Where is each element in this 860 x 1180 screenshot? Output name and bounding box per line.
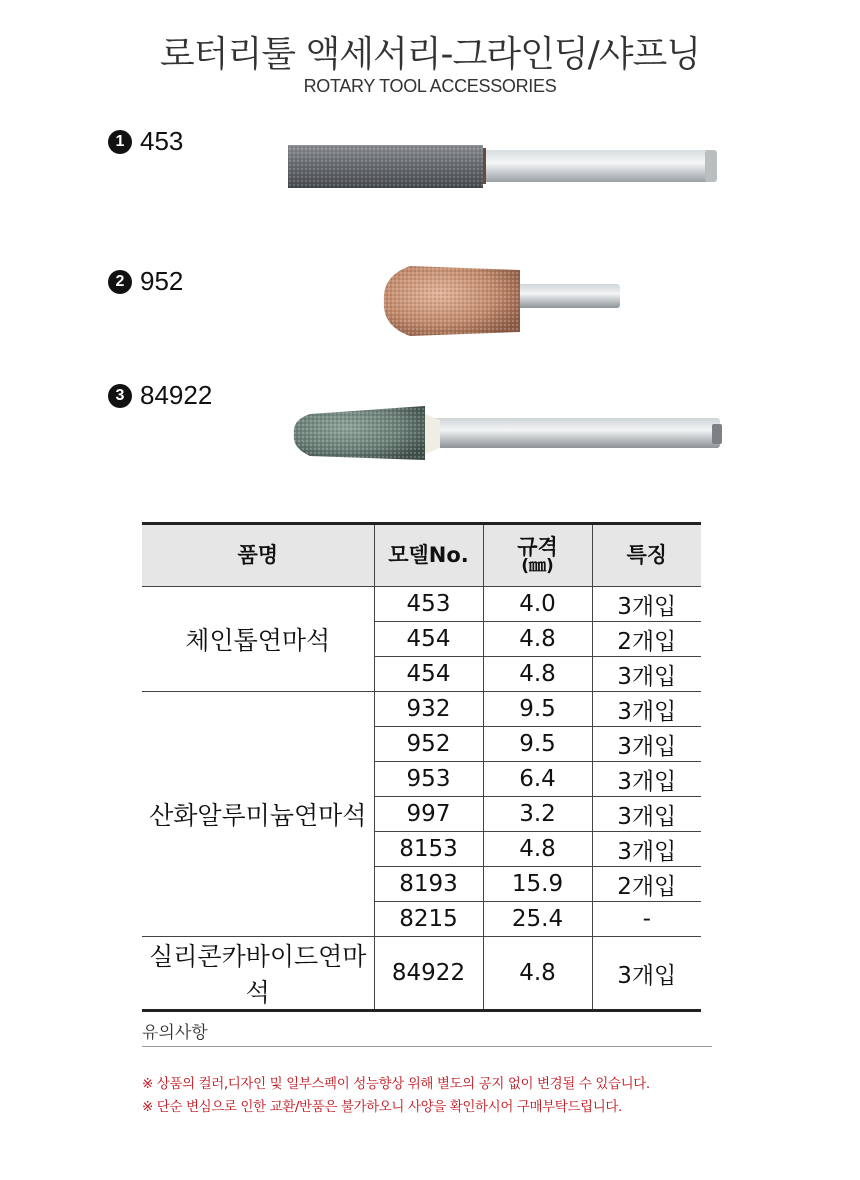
- model-cell: 454: [374, 657, 483, 692]
- notice-heading: 유의사항: [142, 1023, 208, 1043]
- feature-cell: 3개입: [592, 692, 701, 727]
- size-cell: 9.5: [483, 692, 592, 727]
- product-code: 84922: [140, 380, 213, 410]
- number-badge-2: 2: [108, 270, 132, 294]
- header-name: 품명: [142, 524, 374, 587]
- number-badge-1: 1: [108, 130, 132, 154]
- product-group-name: 실리콘카바이드연마석: [142, 937, 374, 1011]
- model-cell: 84922: [374, 937, 483, 1011]
- size-cell: 4.8: [483, 832, 592, 867]
- model-cell: 454: [374, 622, 483, 657]
- product-code: 952: [140, 266, 184, 296]
- size-cell: 3.2: [483, 797, 592, 832]
- size-cell: 4.8: [483, 622, 592, 657]
- size-cell: 9.5: [483, 727, 592, 762]
- model-cell: 932: [374, 692, 483, 727]
- product-label-1: [108, 126, 183, 157]
- feature-cell: 2개입: [592, 867, 701, 902]
- model-cell: 8215: [374, 902, 483, 937]
- notice-divider: [142, 1046, 712, 1047]
- page-title: 로터리툴 액세서리-그라인딩/샤프닝: [159, 34, 701, 75]
- table-header-row: [142, 524, 701, 587]
- table-row: [142, 587, 701, 622]
- product-group-name: 체인톱연마석: [142, 587, 374, 692]
- header-size-unit: (㎜): [521, 555, 554, 576]
- header-feature: 특징: [592, 524, 701, 587]
- size-cell: 6.4: [483, 762, 592, 797]
- model-cell: 997: [374, 797, 483, 832]
- header-size-label: 규격: [517, 534, 558, 559]
- size-cell: 4.8: [483, 937, 592, 1011]
- model-cell: 453: [374, 587, 483, 622]
- feature-cell: -: [592, 902, 701, 937]
- model-cell: 952: [374, 727, 483, 762]
- number-badge-3: 3: [108, 384, 132, 408]
- feature-cell: 3개입: [592, 762, 701, 797]
- header-size: [483, 524, 592, 587]
- table-row: [142, 692, 701, 727]
- size-cell: 4.8: [483, 657, 592, 692]
- feature-cell: 3개입: [592, 832, 701, 867]
- model-cell: 8193: [374, 867, 483, 902]
- page-subtitle: ROTARY TOOL ACCESSORIES: [303, 76, 557, 96]
- header-model: 모델No.: [374, 524, 483, 587]
- size-cell: 15.9: [483, 867, 592, 902]
- notice-line-2: ※ 단순 변심으로 인한 교환/반품은 불가하오니 사양을 확인하시어 구매부탁드립니다.: [142, 1099, 622, 1115]
- product-label-3: [108, 380, 212, 411]
- feature-cell: 3개입: [592, 797, 701, 832]
- product-code: 453: [140, 126, 184, 156]
- feature-cell: 3개입: [592, 587, 701, 622]
- table-row: [142, 937, 701, 1011]
- notice-line-1: ※ 상품의 컬러,디자인 및 일부스펙이 성능향상 위해 별도의 공지 없이 변경될 수 있습니다.: [142, 1076, 650, 1092]
- model-cell: 953: [374, 762, 483, 797]
- feature-cell: 3개입: [592, 657, 701, 692]
- feature-cell: 3개입: [592, 937, 701, 1011]
- size-cell: 4.0: [483, 587, 592, 622]
- size-cell: 25.4: [483, 902, 592, 937]
- product-group-name: 산화알루미늄연마석: [142, 692, 374, 937]
- cone-grinding-stone-icon: [380, 260, 630, 342]
- model-cell: 8153: [374, 832, 483, 867]
- feature-cell: 2개입: [592, 622, 701, 657]
- tapered-grinding-stone-icon: [290, 400, 730, 470]
- feature-cell: 3개입: [592, 727, 701, 762]
- cylinder-grinding-stone-icon: [285, 140, 725, 195]
- product-label-2: [108, 266, 183, 297]
- spec-table: [142, 522, 701, 1012]
